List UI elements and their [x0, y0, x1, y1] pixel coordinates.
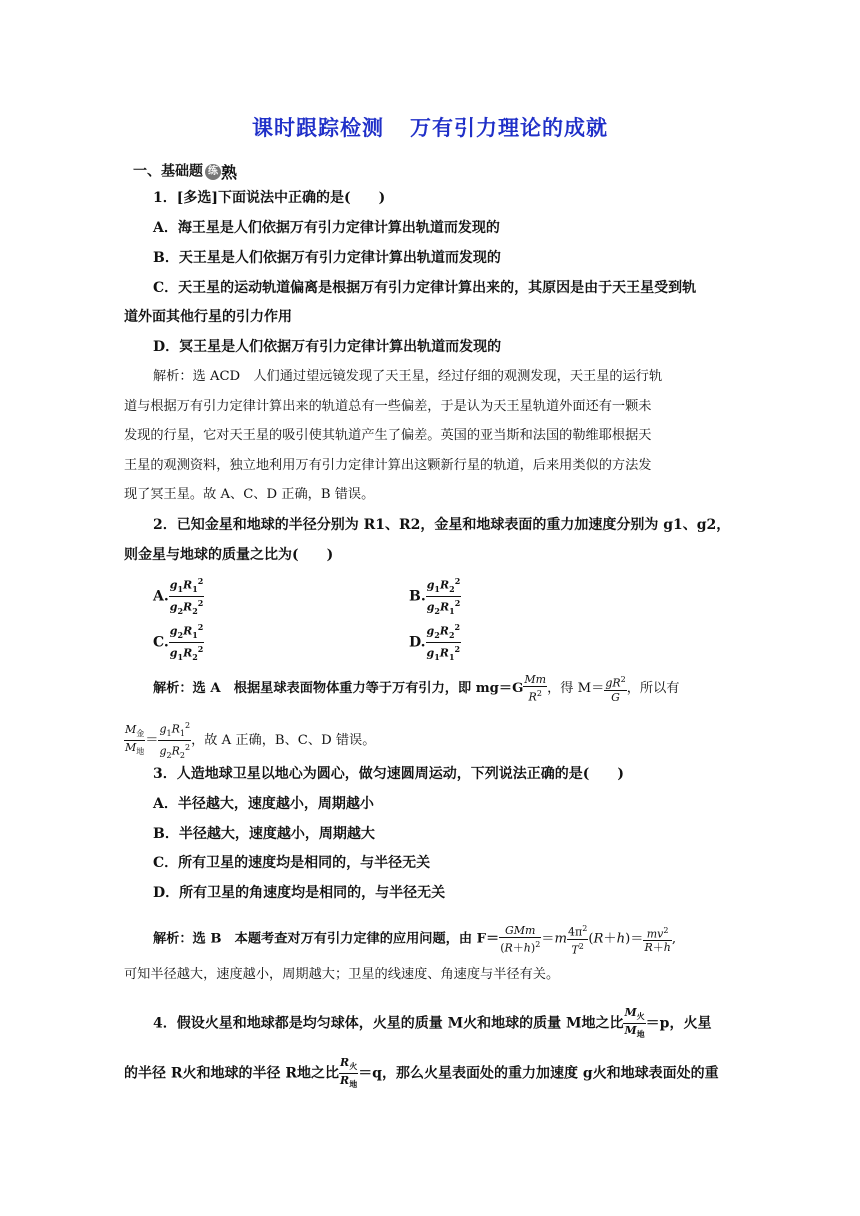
q4-stem: 4．假设火星和地球都是均匀球体，火星的质量 M火和地球的质量 M地之比 $\frac{M_火}{M_地}$ ＝p，火星 [153, 1006, 712, 1040]
q1-stem: 1．[多选]下面说法中正确的是( ) [153, 190, 386, 206]
q1-solution-line: 现了冥王星。故 A、C、D 正确，B 错误。 [124, 487, 375, 502]
q2-option-a: A. $\frac{g_1R_1^2}{g_2R_2^2}$ [153, 576, 204, 616]
q1-solution-line: 道与根据万有引力定律计算出来的轨道总有一些偏差，于是认为天王星轨道外面还有一颗未 [124, 399, 652, 414]
page-title: 课时跟踪检测 万有引力理论的成就 [252, 116, 608, 140]
q2-option-b: B. $\frac{g_1R_2^2}{g_2R_1^2}$ [409, 576, 461, 616]
q3-option-c: C．所有卫星的速度均是相同的，与半径无关 [153, 855, 431, 871]
q1-option-b: B．天王星是人们依据万有引力定律计算出轨道而发现的 [153, 250, 501, 266]
q3-solution: 解析：选 B 本题考查对万有引力定律的应用问题，由 F＝ $\frac{\text{GMm}}{(R+h)^2}$ ＝m $\frac{4\pi^2}{T^2}$ (R＋h)＝ $\frac{mv^2}{R+h}$ , [153, 923, 677, 957]
q1-solution-line: 王星的观测资料，独立地利用万有引力定律计算出这颗新行星的轨道，后来用类似的方法发 [124, 458, 652, 473]
q1-option-a: A．海王星是人们依据万有引力定律计算出轨道而发现的 [153, 220, 500, 236]
q1-option-c-cont: 道外面其他行星的引力作用 [124, 309, 292, 325]
q1-solution-line: 发现的行星，它对天王星的吸引使其轨道产生了偏差。英国的亚当斯和法国的勒维耶根据天 [124, 428, 652, 443]
q3-option-b: B．半径越大，速度越小，周期越大 [153, 826, 375, 842]
q3-option-a: A．半径越大，速度越小，周期越小 [153, 796, 374, 812]
q1-option-d: D．冥王星是人们依据万有引力定律计算出轨道而发现的 [153, 339, 502, 355]
q3-option-d: D．所有卫星的角速度均是相同的，与半径无关 [153, 885, 446, 901]
q2-solution-cont: $\frac{M_金}{M_地}$ ＝ $\frac{g_1R_1^2}{g_2R_2^2}$ ，故 A 正确，B、C、D 错误。 [125, 721, 376, 760]
q1-option-c: C．天王星的运动轨道偏离是根据万有引力定律计算出来的，其原因是由于天王星受到轨 [153, 280, 697, 296]
practice-badge-icon: 练 [205, 164, 221, 180]
section-heading: 一、基础题 练 熟 [133, 163, 238, 182]
q3-solution-cont: 可知半径越大，速度越小，周期越大；卫星的线速度、角速度与半径有关。 [124, 967, 560, 982]
q2-option-c: C. $\frac{g_2R_1^2}{g_1R_2^2}$ [153, 622, 204, 662]
q2-stem-cont: 则金星与地球的质量之比为( ) [124, 547, 334, 563]
q1-solution: 解析：选 ACD 人们通过望远镜发现了天王星，经过仔细的观测发现，天王星的运行轨 [153, 369, 663, 384]
q3-stem: 3．人造地球卫星以地心为圆心，做匀速圆周运动，下列说法正确的是( ) [153, 766, 624, 782]
q2-solution: 解析：选 A 根据星球表面物体重力等于万有引力，即 mg＝G $\frac{Mm}{R^2}$ ，得 M＝ $\frac{gR^2}{G}$ ，所以有 [153, 673, 680, 704]
q2-stem: 2．已知金星和地球的半径分别为 R1、R2，金星和地球表面的重力加速度分别为 g1、g2， [153, 517, 731, 533]
q2-option-d: D. $\frac{g_2R_2^2}{g_1R_1^2}$ [409, 622, 461, 662]
q4-stem-cont: 的半径 R火和地球的半径 R地之比 $\frac{R_火}{R_地}$ ＝q，那么火星表面处的重力加速度 g火和地球表面处的重 [124, 1056, 719, 1090]
